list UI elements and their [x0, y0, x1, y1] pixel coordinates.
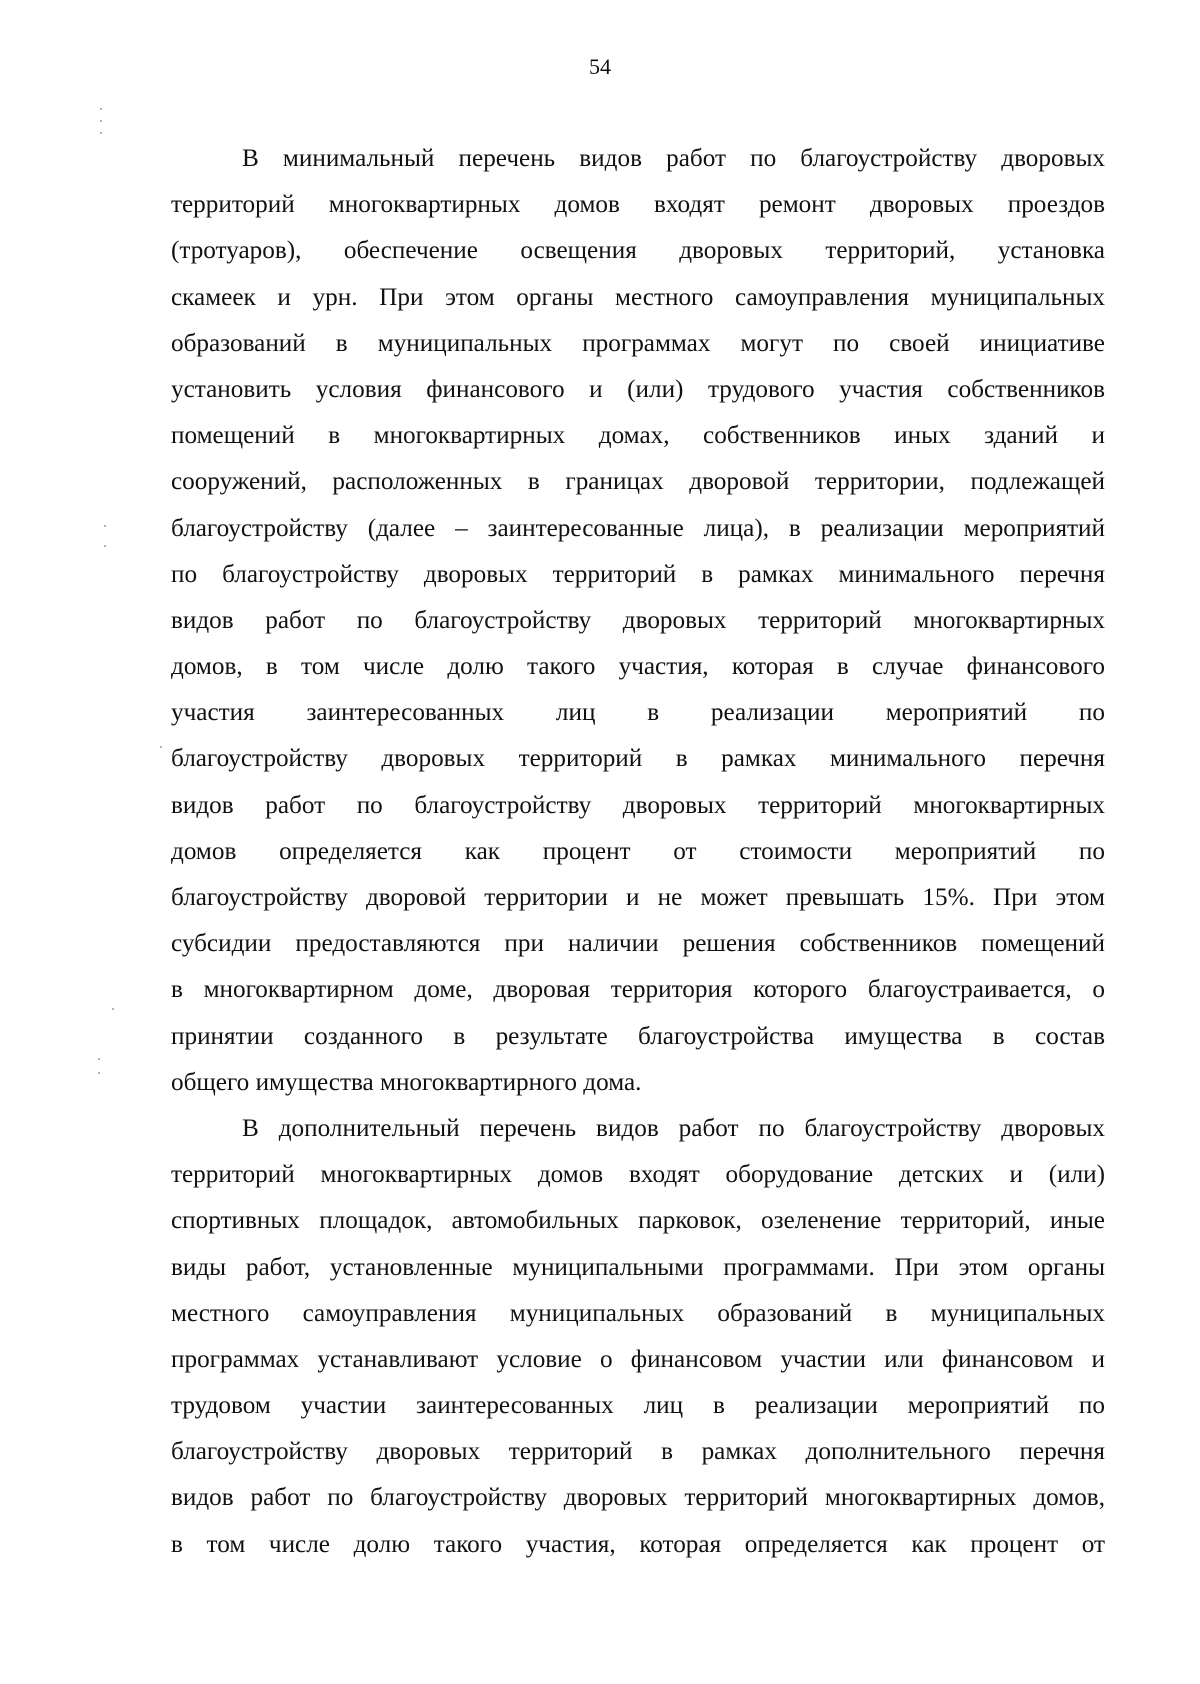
page-number: 54: [589, 54, 611, 79]
text-line: трудовом участии заинтересованных лиц в реализации мероприятий по: [171, 1392, 1105, 1420]
text-line: участия заинтересованных лиц в реализации мероприятий по: [171, 699, 1105, 727]
text-line: образований в муниципальных программах могут по своей инициативе: [171, 329, 1105, 357]
text-line: домов определяется как процент от стоимости мероприятий по: [171, 837, 1105, 865]
scan-speck: [100, 132, 102, 134]
text-line: (тротуаров), обеспечение освещения дворовых территорий, установка: [171, 237, 1105, 265]
text-line: субсидии предоставляются при наличии решения собственников помещений: [171, 930, 1105, 958]
text-line: виды работ, установленные муниципальными программами. При этом органы: [171, 1253, 1105, 1281]
text-line: по благоустройству дворовых территорий в рамках минимального перечня: [171, 560, 1105, 588]
text-line: местного самоуправления муниципальных образований в муниципальных: [171, 1299, 1105, 1327]
text-line: В минимальный перечень видов работ по благоустройству дворовых: [242, 145, 1105, 172]
text-line: видов работ по благоустройству дворовых территорий многоквартирных домов,: [171, 1484, 1105, 1512]
scan-speck: [98, 1072, 100, 1074]
text-line: в том числе долю такого участия, которая определяется как процент от: [171, 1530, 1105, 1558]
text-line: благоустройству дворовых территорий в рамках дополнительного перечня: [171, 1438, 1105, 1466]
text-line: В дополнительный перечень видов работ по благоустройству дворовых: [242, 1114, 1105, 1142]
scan-speck: [98, 1058, 100, 1060]
text-line: благоустройству дворовых территорий в рамках минимального перечня: [171, 745, 1105, 773]
text-line: домов, в том числе долю такого участия, которая в случае финансового: [171, 653, 1105, 681]
text-line: благоустройству (далее – заинтересованные лица), в реализации мероприятий: [171, 514, 1105, 542]
scan-speck: [112, 1008, 114, 1010]
body-text: [171, 136, 1105, 1568]
text-line: сооружений, расположенных в границах дворовой территории, подлежащей: [171, 468, 1105, 496]
text-line: территорий многоквартирных домов входят ремонт дворовых проездов: [171, 191, 1105, 219]
text-line: территорий многоквартирных домов входят оборудование детских и (или): [171, 1161, 1105, 1189]
scan-speck: [100, 120, 102, 122]
text-line: видов работ по благоустройству дворовых территорий многоквартирных: [171, 606, 1105, 634]
text-line: общего имущества многоквартирного дома.: [171, 1068, 642, 1096]
text-line: спортивных площадок, автомобильных парковок, озеленение территорий, иные: [171, 1207, 1105, 1235]
text-line: скамеек и урн. При этом органы местного самоуправления муниципальных: [171, 283, 1105, 311]
scan-speck: [104, 545, 106, 547]
text-line: принятии созданного в результате благоустройства имущества в состав: [171, 1022, 1105, 1050]
text-line: в многоквартирном доме, дворовая территория которого благоустраивается, о: [171, 976, 1105, 1004]
text-line: установить условия финансового и (или) трудового участия собственников: [171, 375, 1105, 403]
text-line: помещений в многоквартирных домах, собственников иных зданий и: [171, 422, 1105, 450]
text-line: видов работ по благоустройству дворовых территорий многоквартирных: [171, 791, 1105, 819]
scan-speck: [104, 525, 106, 527]
text-line: программах устанавливают условие о финансовом участии или финансовом и: [171, 1345, 1105, 1373]
text-line: благоустройству дворовой территории и не может превышать 15%. При этом: [171, 884, 1105, 911]
scan-speck: [160, 746, 162, 748]
scan-speck: [100, 108, 102, 110]
